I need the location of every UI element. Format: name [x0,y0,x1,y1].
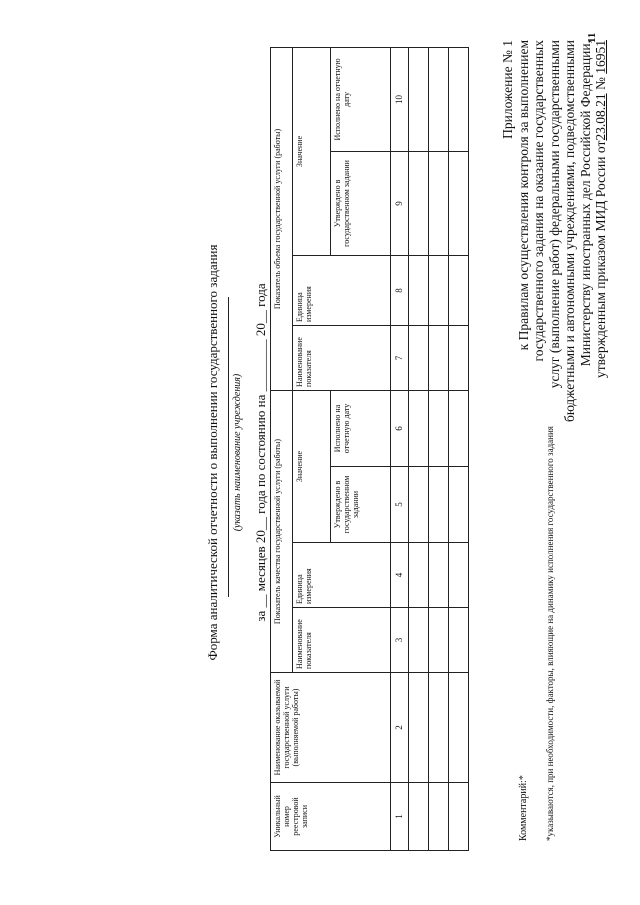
column-number: 9 [391,151,409,255]
header-unique-number: Уникальный номер реестровой записи [271,783,391,851]
order-number-label: № [593,77,608,91]
header-volume-approved: Утверждено в государственном задании [331,151,391,255]
footnote: *указываются, при необходимости, факторы, влияющие на динамику исполнения государственного задания [545,426,555,841]
column-number: 4 [391,543,409,608]
header-quality-executed: Исполнено на отчетную дату [331,390,391,466]
appendix-title: Приложение № 1 [500,40,515,139]
header-volume-indicator: Показатель объема государственной услуги (работы) [271,47,293,390]
column-number-row [391,47,409,850]
order-number: 16951 [593,40,608,74]
order-date: 23.08.21 [593,93,608,141]
comment-label: Комментарий:* [518,775,529,841]
header-volume-name: Наименование показателя [293,325,391,390]
column-number: 6 [391,390,409,466]
header-volume-value: Значение [293,47,331,255]
header-service-name: Наименование оказываемой государственной услуги (выполняемой работы) [271,673,391,783]
page-number: 11 [586,32,598,43]
appendix-line: услуг (выполнение работ) федеральными государственными [546,40,562,389]
header-quality-value: Значение [293,390,331,542]
column-number: 3 [391,608,409,673]
header-quality-indicator: Показатель качества государственной услуги (работы) [271,390,293,672]
appendix-line: Министерству иностранных дел Российской Федерации, [577,40,593,367]
organization-caption: (указать наименование учреждения) [232,373,243,532]
header-quality-approved: Утверждено в государственном задании [331,467,391,543]
appendix-line: бюджетными и автономными учреждениями, подведомственными [562,40,577,422]
form-title: Форма аналитической отчетности о выполнении государственного задания [205,244,220,661]
appendix-line: к Правилам осуществления контроля за выполнением [515,40,531,351]
table-row [449,47,469,850]
column-number: 1 [391,783,409,851]
table-row [409,47,429,850]
header-quality-name: Наименование показателя [293,608,391,673]
column-number: 5 [391,467,409,543]
column-number: 10 [391,47,409,151]
appendix-line: государственного задания на оказание государственных [531,40,546,362]
column-number: 2 [391,673,409,783]
reporting-period: за __ месяцев 20__ года по состоянию на ________ 20__ года [253,283,268,622]
table-row [429,47,449,850]
order-prefix: утвержденным приказом МИД России от [593,140,608,379]
organization-name-line [228,297,229,597]
header-quality-unit: Единица измерения [293,543,391,608]
header-volume-executed: Исполнено на отчетную дату [331,47,391,151]
header-volume-unit: Единица измерения [293,255,391,325]
column-number: 8 [391,255,409,325]
column-number: 7 [391,325,409,390]
appendix-order-line [593,40,609,510]
report-table [270,47,469,851]
